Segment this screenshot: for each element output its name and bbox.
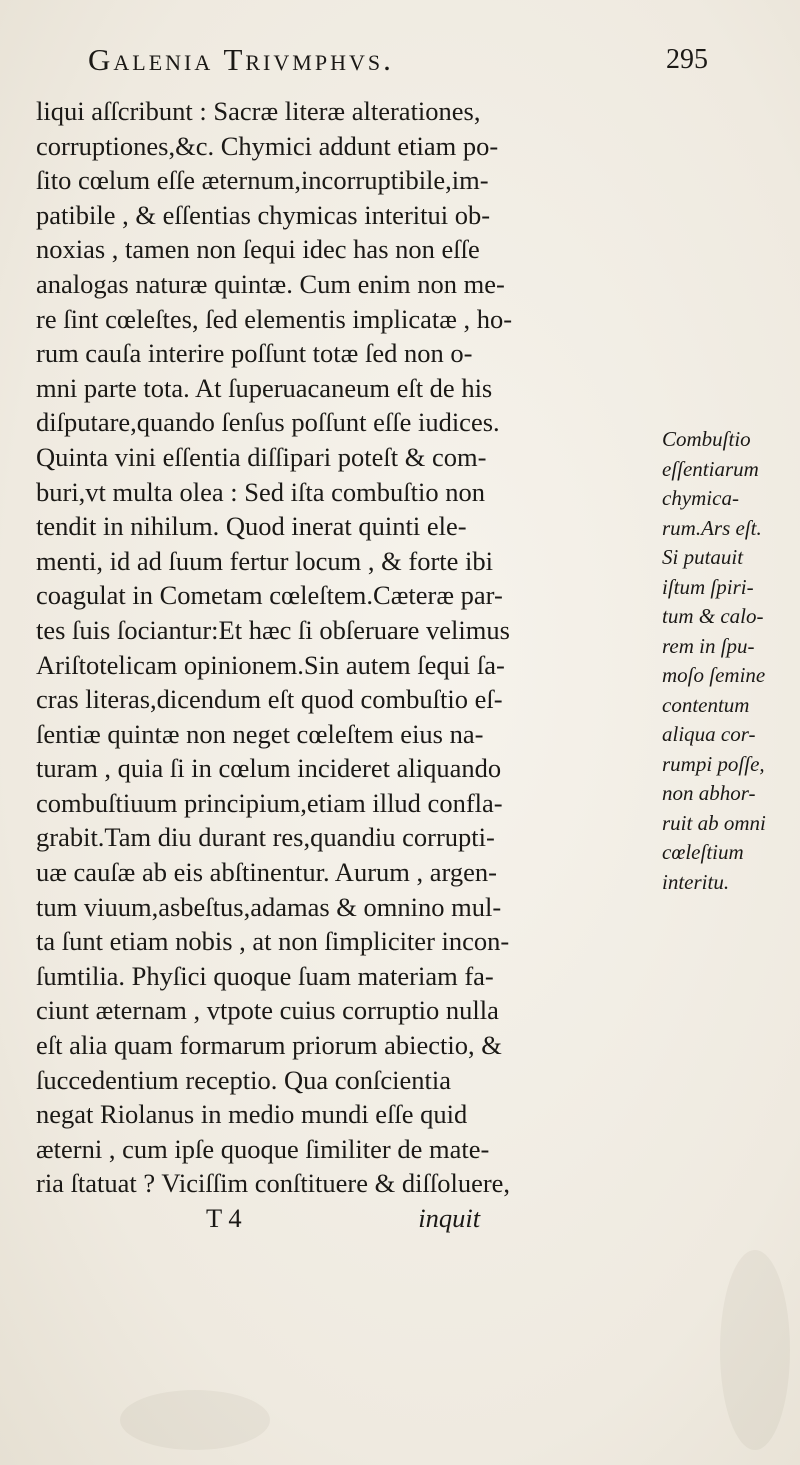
text-line: patibile , & eſſentias chymicas interitui ob- (36, 199, 491, 230)
paper-stain (720, 1250, 790, 1450)
margin-note-line: aliqua cor- (662, 722, 756, 746)
text-line: ſentiæ quintæ non neget cœleſtem eius na- (36, 718, 484, 749)
text-line: menti, id ad ſuum fertur locum , & forte ibi (36, 545, 494, 576)
margin-note-line: contentum (662, 692, 750, 717)
margin-note-line: ruit ab omni (662, 810, 766, 835)
text-line: eſt alia quam formarum priorum abiectio, & (36, 1030, 502, 1061)
text-line: ta ſunt etiam nobis , at non ſimpliciter incon- (36, 926, 510, 957)
text-line: diſputare,quando ſenſus poſſunt eſſe iudices. (36, 407, 500, 438)
margin-note-line: moſo ſemine (662, 663, 766, 687)
text-line: ſito cœlum eſſe æternum,incorruptibile,im- (36, 165, 489, 196)
paper-stain (120, 1390, 270, 1450)
text-line: turam , quia ſi in cœlum incideret aliquando (36, 753, 502, 784)
footer-line (36, 1201, 676, 1236)
margin-note-line: Combuſtio (662, 427, 751, 451)
text-line: ria ſtatuat ? Viciſſim conſtituere & diſſoluere, (36, 1168, 511, 1199)
text-line: liqui aſſcribunt : Sacræ literæ alterationes, (36, 96, 481, 126)
text-line: Ariſtotelicam opinionem.Sin autem ſequi ſa- (36, 649, 505, 680)
margin-note-line: eſſentiarum (662, 456, 759, 481)
page-header (88, 42, 708, 92)
text-line: tendit in nihilum. Quod inerat quinti ele- (36, 511, 467, 542)
text-line: ſuccedentium receptio. Qua conſcientia (36, 1064, 451, 1095)
text-line: re ſint cœleſtes, ſed elementis implicatæ , ho- (36, 303, 513, 334)
text-line: æterni , cum ipſe quoque ſimiliter de mate- (36, 1133, 490, 1164)
margin-note-line: non abhor- (662, 781, 756, 805)
running-title: Galenia Trivmphvs. (88, 42, 394, 77)
text-line: negat Riolanus in medio mundi eſſe quid (36, 1099, 468, 1130)
margin-note-line: cœleſtium (662, 840, 744, 864)
text-line: grabit.Tam diu durant res,quandiu corrupti- (36, 822, 495, 853)
text-line: analogas naturæ quintæ. Cum enim non me- (36, 268, 505, 299)
main-text-block (36, 94, 676, 1236)
text-line: corruptiones,&c. Chymici addunt etiam po- (36, 130, 499, 161)
text-line: combuſtiuum principium,etiam illud confla- (36, 787, 503, 818)
margin-note-line: Si putauit (662, 545, 744, 569)
signature-mark: T 4 (206, 1203, 242, 1233)
margin-note-line: interitu. (662, 869, 730, 894)
margin-note-line: rum.Ars eſt. (662, 515, 762, 540)
text-line: uæ cauſæ ab eis abſtinentur. Aurum , argen- (36, 857, 497, 888)
page-number: 295 (666, 44, 708, 75)
text-line: tes ſuis ſociantur:Et hæc ſi obſeruare velimus (36, 614, 510, 645)
margin-note-line: iſtum ſpiri- (662, 574, 754, 599)
text-line: noxias , tamen non ſequi idec has non eſſe (36, 234, 480, 265)
text-line: Quinta vini eſſentia diſſipari poteſt & com- (36, 441, 487, 472)
margin-note-line: rem in ſpu- (662, 633, 755, 658)
text-line: tum viuum,asbeſtus,adamas & omnino mul- (36, 891, 502, 922)
catchword: inquit (418, 1203, 481, 1233)
margin-note-block (662, 425, 797, 897)
text-line: rum cauſa interire poſſunt totæ ſed non o- (36, 338, 473, 369)
text-line: ſumtilia. Phyſici quoque ſuam materiam fa- (36, 960, 494, 991)
margin-note-line: tum & calo- (662, 604, 764, 628)
text-line: coagulat in Cometam cœleſtem.Cæteræ par- (36, 580, 503, 611)
text-line: mni parte tota. At ſuperuacaneum eſt de his (36, 372, 493, 403)
margin-note-line: chymica- (662, 486, 739, 510)
margin-note-line: rumpi poſſe, (662, 751, 765, 776)
text-line: ciunt æternam , vtpote cuius corruptio nulla (36, 995, 499, 1026)
text-line: buri,vt multa olea : Sed iſta combuſtio non (36, 476, 485, 507)
text-line: cras literas,dicendum eſt quod combuſtio eſ- (36, 684, 503, 715)
